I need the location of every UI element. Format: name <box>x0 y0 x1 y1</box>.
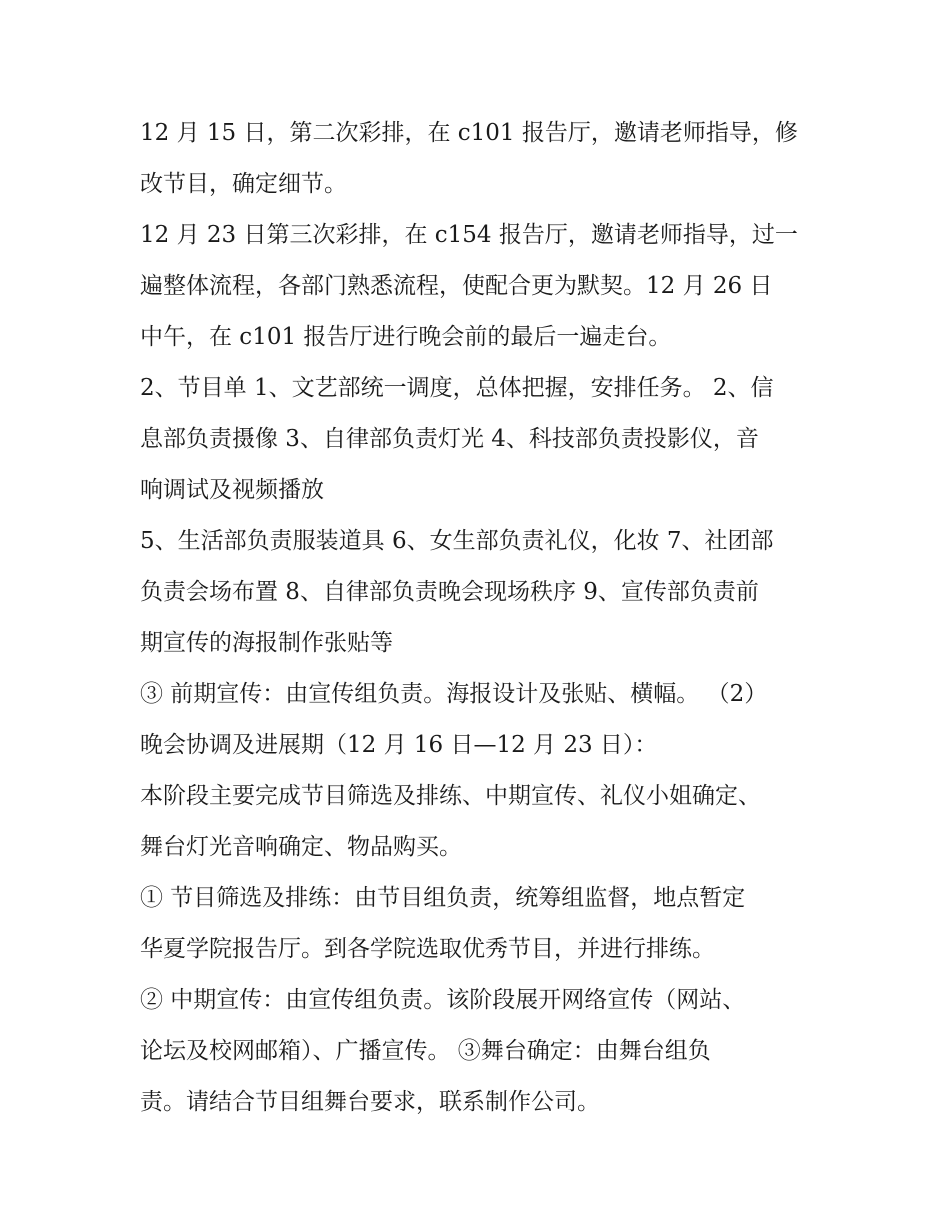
text-line: 遍整体流程，各部门熟悉流程，使配合更为默契。12 月 26 日 <box>140 273 773 299</box>
text-line: 期宣传的海报制作张贴等 <box>140 630 393 656</box>
text-line: ③ 前期宣传：由宣传组负责。海报设计及张贴、横幅。 （2） <box>140 681 768 707</box>
text-line: 响调试及视频播放 <box>140 477 324 503</box>
text-line: 5、生活部负责服装道具 6、女生部负责礼仪，化妆 7、社团部 <box>140 528 774 554</box>
document-body <box>140 108 820 1128</box>
text-line: ① 节目筛选及排练：由节目组负责，统筹组监督，地点暂定 <box>140 885 746 911</box>
text-line: 责。请结合节目组舞台要求，联系制作公司。 <box>140 1089 600 1115</box>
text-line: 12 月 15 日，第二次彩排，在 c101 报告厅，邀请老师指导，修 <box>140 120 798 146</box>
text-line: 论坛及校网邮箱）、广播宣传。 ③舞台确定：由舞台组负 <box>140 1038 711 1064</box>
text-line: 负责会场布置 8、自律部负责晚会现场秩序 9、宣传部负责前 <box>140 579 759 605</box>
text-line: 改节目，确定细节。 <box>140 171 347 197</box>
text-line: 舞台灯光音响确定、物品购买。 <box>140 834 462 860</box>
text-line: 中午，在 c101 报告厅进行晚会前的最后一遍走台。 <box>140 324 672 350</box>
text-line: 华夏学院报告厅。到各学院选取优秀节目，并进行排练。 <box>140 936 715 962</box>
text-line: 12 月 23 日第三次彩排，在 c154 报告厅，邀请老师指导，过一 <box>140 222 798 248</box>
text-line: 2、节目单 1、文艺部统一调度，总体把握，安排任务。 2、信 <box>140 375 774 401</box>
text-line: 晚会协调及进展期（12 月 16 日—12 月 23 日）： <box>140 732 658 758</box>
text-line: 息部负责摄像 3、自律部负责灯光 4、科技部负责投影仪，音 <box>140 426 759 452</box>
text-line: ② 中期宣传：由宣传组负责。该阶段展开网络宣传（网站、 <box>140 987 746 1013</box>
text-line: 本阶段主要完成节目筛选及排练、中期宣传、礼仪小姐确定、 <box>140 783 761 809</box>
